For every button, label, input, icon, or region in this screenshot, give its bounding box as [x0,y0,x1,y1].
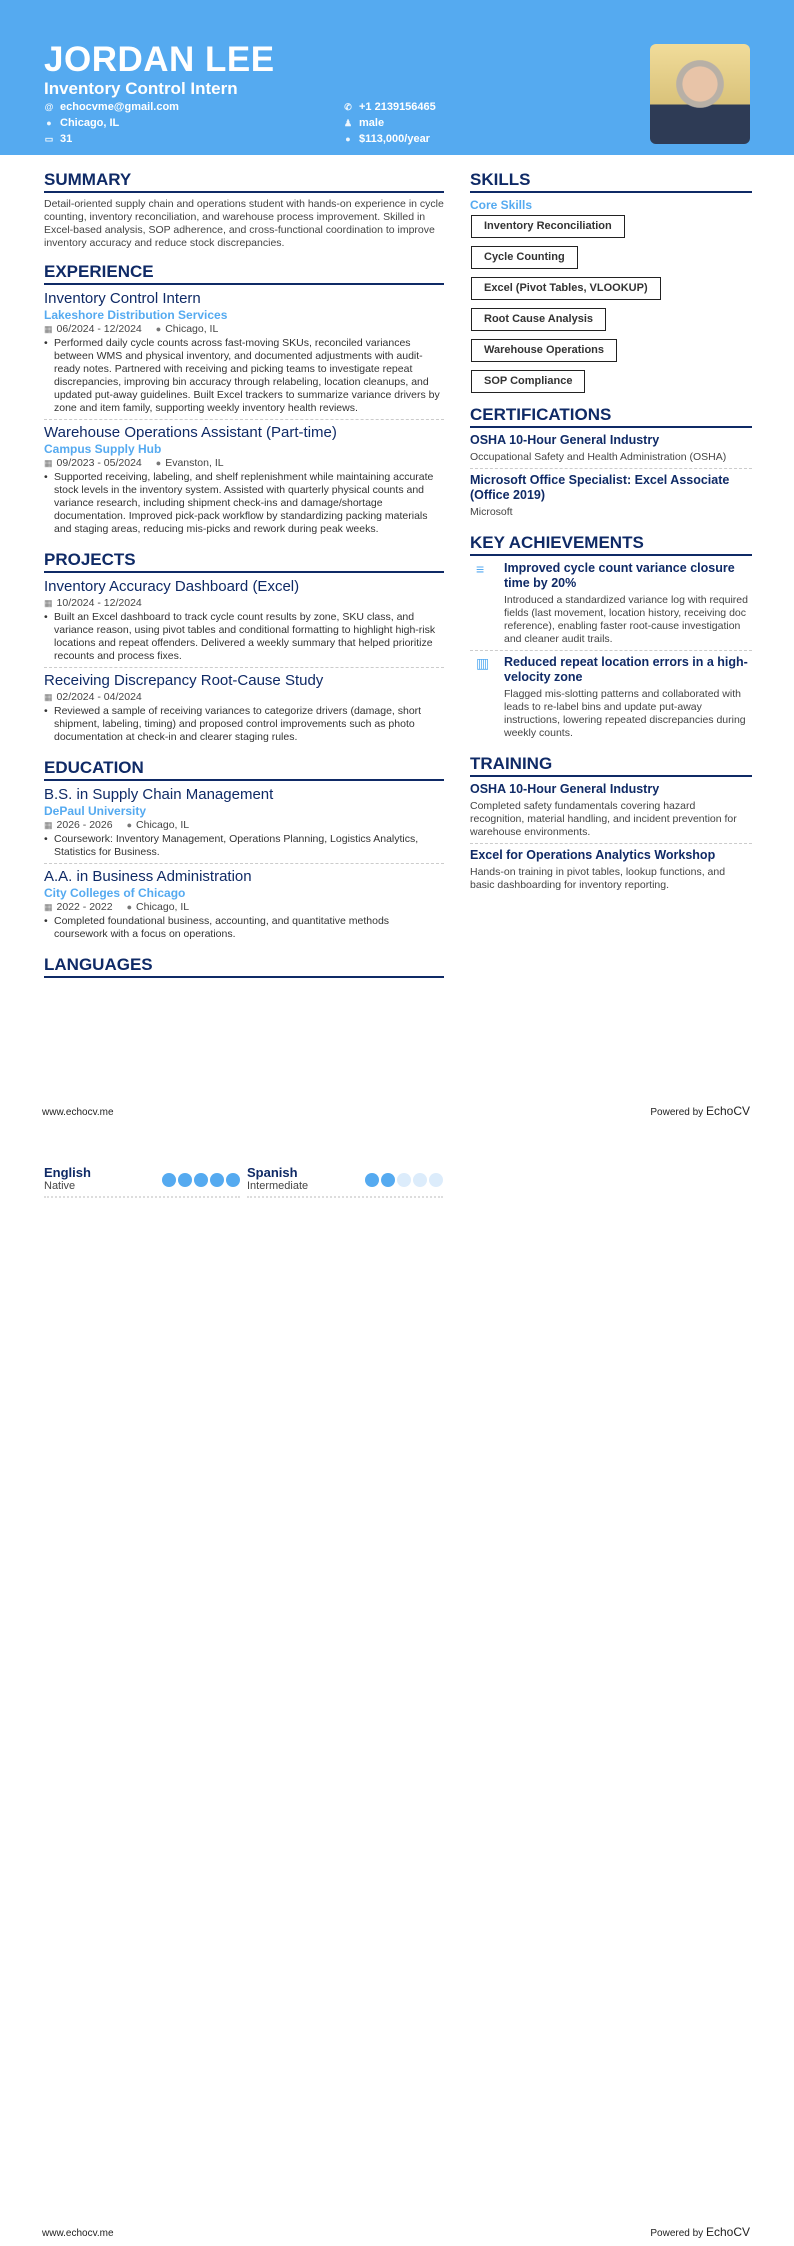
profile-photo [650,44,750,144]
achievement-text: Introduced a standardized variance log with required fields (last movement, location history, receiving doc reference), enabling faster root-cause investigation and cleaner audit trails. [504,594,748,645]
project-title: Receiving Discrepancy Root-Cause Study [44,672,324,689]
achievement-text: Flagged mis-slotting patterns and collaborated with leads to re-label bins and update put-away instructions, lowering repeated discrepancies during weekly counts. [504,688,746,739]
certifications-heading: CERTIFICATIONS [470,405,752,428]
school: DePaul University [44,804,147,818]
achievement-title: Reduced repeat location errors in a high-velocity zone [504,655,748,684]
language-rating [365,1173,443,1187]
experience-item [44,290,444,420]
project-bullet: • Built an Excel dashboard to track cycle count results by zone, SKU class, and variance reason, using pivot tables and conditional formatting to highlight high-risk locations and repeat offenders. Delivered a weekly summary that helped prioritize recounts and process fixes. [44,611,444,663]
education-heading: EDUCATION [44,758,444,781]
calendar-icon: ▦ [44,598,53,608]
contact-salary [343,133,430,146]
location-pin-icon: ● [126,902,133,912]
experience-item [44,424,444,540]
footer-site-link[interactable]: www.echocv.me [42,2228,114,2239]
education-item [44,868,444,945]
header [0,0,794,155]
dates: ▦ 09/2023 - 05/2024 [44,457,142,469]
rating-dot [162,1173,176,1187]
contact-email[interactable] [44,101,179,114]
left-column [44,170,444,983]
training-item [470,848,752,896]
experience-heading: EXPERIENCE [44,262,444,285]
training-title: OSHA 10-Hour General Industry [470,782,660,796]
rating-dot [429,1173,443,1187]
brand-name: EchoCV [705,2225,750,2239]
project-item [44,578,444,668]
phone-icon: ✆ [344,102,352,112]
email-text: echocvme@gmail.com [60,101,179,113]
achievement-item [470,561,752,651]
rating-dot [413,1173,427,1187]
language-name: Spanish [247,1165,298,1180]
certification-item [470,433,752,469]
language-item [44,1165,240,1198]
location-pin-icon: ● [155,324,162,334]
experience-org: Campus Supply Hub [44,442,162,456]
education-bullet: • Completed foundational business, accounting, and quantitative methods coursework with a focus on operations. [44,915,444,941]
dates: ▦ 2026 - 2026 [44,819,113,831]
education-bullet: • Coursework: Inventory Management, Operations Planning, Logistics Analytics, Statistics for Business. [44,833,444,859]
degree: A.A. in Business Administration [44,868,252,885]
contact-age [44,133,72,146]
calendar-icon: ▦ [44,458,53,468]
salary-text: $113,000/year [359,133,430,145]
language-rating [162,1173,240,1187]
powered-by-text: Powered by [650,1107,704,1118]
certification-issuer: Occupational Safety and Health Administration (OSHA) [470,451,727,463]
skill-tag: Cycle Counting [471,246,578,269]
skill-tag: SOP Compliance [471,370,585,393]
achievement-title: Improved cycle count variance closure time by 20% [504,561,735,590]
summary-heading: SUMMARY [44,170,444,193]
age-text: 31 [60,133,73,145]
calendar-icon: ▦ [44,820,53,830]
at-icon: @ [44,102,54,112]
certification-title: OSHA 10-Hour General Industry [470,433,660,447]
rating-dot [365,1173,379,1187]
footer-powered [650,2225,750,2241]
language-item [247,1165,443,1198]
contact-gender [343,117,384,130]
location: ● Chicago, IL [126,901,190,913]
rating-dot [397,1173,411,1187]
job-title: Inventory Control Intern [44,79,238,98]
skill-tag: Inventory Reconciliation [471,215,625,238]
building-icon: ▥ [476,655,490,671]
contact-location [44,117,119,130]
dates: ▦ 02/2024 - 04/2024 [44,691,142,703]
experience-org: Lakeshore Distribution Services [44,308,228,322]
calendar-icon: ▦ [44,324,53,334]
experience-bullet: • Supported receiving, labeling, and shelf replenishment while maintaining accurate stock levels in the inventory system. Assisted with quarterly physical counts and variance research, including shipment check-ins and damage/shortage documentation. Improved pick-pack workflow by standardizing packing materials and staging areas, reducing mis-picks and rework during peak weeks. [44,471,444,536]
calendar-icon: ▦ [44,692,53,702]
degree: B.S. in Supply Chain Management [44,786,274,803]
projects-heading: PROJECTS [44,550,444,573]
skill-tag: Excel (Pivot Tables, VLOOKUP) [471,277,661,300]
training-item [470,782,752,844]
skills-heading: SKILLS [470,170,752,193]
language-name: English [44,1165,91,1180]
powered-by-text: Powered by [650,2228,704,2239]
gender-text: male [359,117,385,129]
location: ● Evanston, IL [155,457,224,469]
achievement-item [470,655,752,744]
dates: ▦ 06/2024 - 12/2024 [44,323,142,335]
experience-bullet: • Performed daily cycle counts across fast-moving SKUs, reconciled variances between WMS and physical inventory, and documented adjustments with audit-ready notes. Partnered with receiving and picking teams to investigate repeat discrepancies, improving bin accuracy through relabeling, location cleanups, and updated put-away guidelines. Built Excel trackers to summarize variance drivers by zone and item family, supporting weekly inventory health reviews. [44,337,444,415]
school: City Colleges of Chicago [44,886,186,900]
summary-text: Detail-oriented supply chain and operations student with hands-on experience in cycle counting, inventory reconciliation, and warehouse process improvement. Skilled in Excel-based analysis, SOP adherence, and cross-functional coordination to improve inventory accuracy and reduce stock discrepancies. [44,198,444,249]
footer-site-link[interactable]: www.echocv.me [42,1107,114,1118]
right-column [470,170,752,900]
rating-dot [381,1173,395,1187]
location: ● Chicago, IL [155,323,219,335]
project-bullet: • Reviewed a sample of receiving variances to categorize drivers (damage, short shipment, labeling, timing) and proposed control improvements such as photo documentation at check-in and clearer staging rules. [44,705,444,744]
skills-group: Core Skills [470,198,533,212]
training-text: Completed safety fundamentals covering hazard recognition, material handling, and incident prevention for warehouse environments. [470,800,737,838]
language-level: Intermediate [247,1180,309,1192]
brand-name: EchoCV [705,1104,750,1118]
rating-dot [194,1173,208,1187]
rating-dot [226,1173,240,1187]
training-heading: TRAINING [470,754,752,777]
certification-title: Microsoft Office Specialist: Excel Associate (Office 2019) [470,473,730,502]
money-icon: ● [345,134,351,144]
location: ● Chicago, IL [126,819,190,831]
calendar-icon: ▦ [44,902,53,912]
rating-dot [178,1173,192,1187]
certification-issuer: Microsoft [470,506,513,518]
location-text: Chicago, IL [60,117,120,129]
phone-text: +1 2139156465 [359,101,436,113]
dates: ▦ 10/2024 - 12/2024 [44,597,142,609]
project-item [44,672,444,748]
skill-tag: Root Cause Analysis [471,308,606,331]
location-pin-icon: ● [126,820,133,830]
person-icon: ♟ [343,118,353,128]
list-icon: ≡ [476,561,485,577]
skill-tag: Warehouse Operations [471,339,617,362]
rating-dot [210,1173,224,1187]
achievements-heading: KEY ACHIEVEMENTS [470,533,752,556]
footer-powered [650,1104,750,1120]
languages-heading: LANGUAGES [44,955,444,978]
training-title: Excel for Operations Analytics Workshop [470,848,716,862]
experience-title: Inventory Control Intern [44,290,201,307]
training-text: Hands-on training in pivot tables, lookup functions, and basic dashboarding for inventory reporting. [470,866,726,891]
language-level: Native [44,1180,76,1192]
calendar-icon: ▭ [44,134,54,144]
dates: ▦ 2022 - 2022 [44,901,113,913]
experience-title: Warehouse Operations Assistant (Part-time) [44,424,337,441]
location-pin-icon: ● [155,458,162,468]
education-item [44,786,444,864]
location-pin-icon: ● [46,118,52,128]
certification-item [470,473,752,523]
candidate-name: JORDAN LEE [44,40,275,79]
contact-phone[interactable] [343,101,436,114]
project-title: Inventory Accuracy Dashboard (Excel) [44,578,300,595]
